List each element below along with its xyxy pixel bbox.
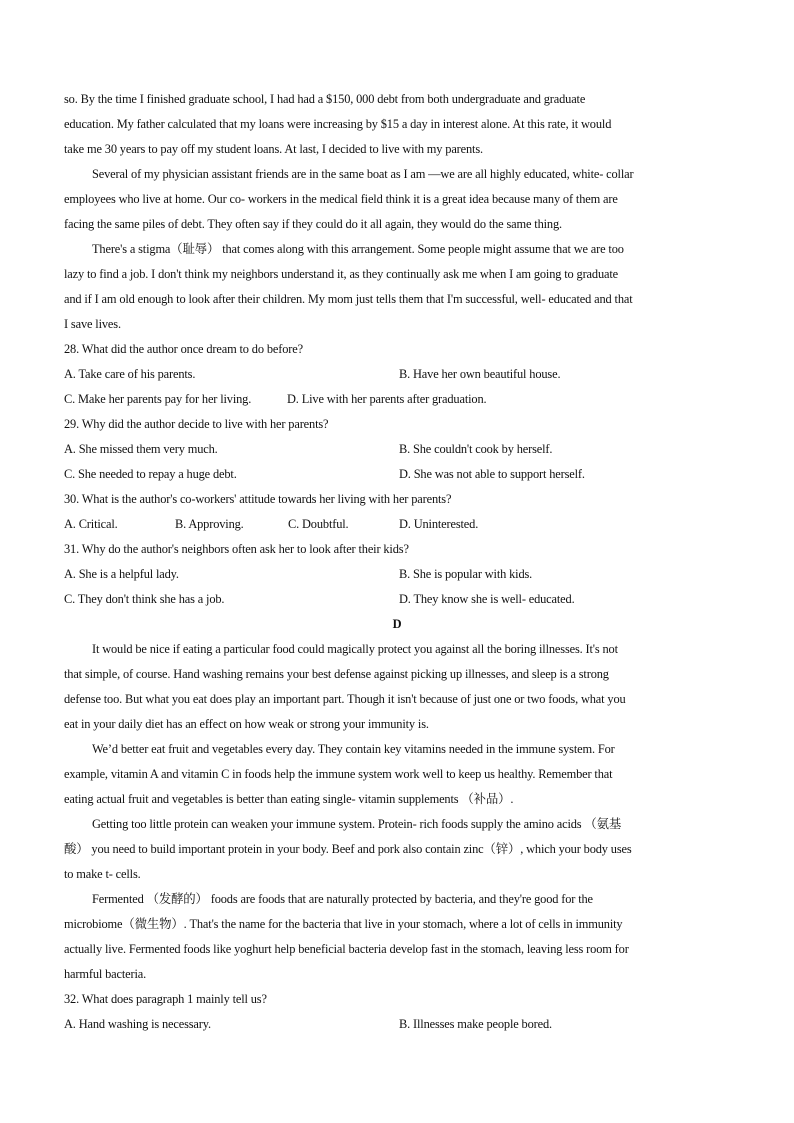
question-stem: 28. What did the author once dream to do before? xyxy=(64,342,303,356)
answer-option: B. Approving. xyxy=(175,517,244,531)
passage-line: We’d better eat fruit and vegetables every day. They contain key vitamins needed in the immune system. For xyxy=(92,742,615,756)
question-stem: 31. Why do the author's neighbors often ask her to look after their kids? xyxy=(64,542,409,556)
answer-option: D. She was not able to support herself. xyxy=(399,467,585,481)
answer-option: A. She is a helpful lady. xyxy=(64,567,179,581)
answer-option: D. Uninterested. xyxy=(399,517,479,531)
passage-line: that simple, of course. Hand washing remains your best defense against picking up illnesses, and sleep is a strong xyxy=(64,667,609,681)
question-stem: 30. What is the author's co-workers' attitude towards her living with her parents? xyxy=(64,492,452,506)
passage-line: and if I am old enough to look after their children. My mom just tells them that I'm successful, well- educated and that xyxy=(64,292,633,306)
passage-line: example, vitamin A and vitamin C in foods help the immune system work well to keep us healthy. Remember that xyxy=(64,767,613,781)
answer-option: D. Live with her parents after graduation. xyxy=(287,392,487,406)
passage-line: microbiome（微生物）. That's the name for the bacteria that live in your stomach, where a lot of cells in immunity xyxy=(64,917,623,931)
answer-option: B. Illnesses make people bored. xyxy=(399,1017,552,1031)
passage-line: Fermented （发酵的） foods are foods that are naturally protected by bacteria, and they're good for the xyxy=(92,892,593,906)
passage-line: 酸） you need to build important protein in your body. Beef and pork also contain zinc（锌）, which your body uses xyxy=(64,842,632,856)
passage-line: I save lives. xyxy=(64,317,121,331)
answer-option: C. Doubtful. xyxy=(288,517,349,531)
question-stem: 29. Why did the author decide to live with her parents? xyxy=(64,417,329,431)
question-stem: 32. What does paragraph 1 mainly tell us? xyxy=(64,992,267,1006)
passage-line: education. My father calculated that my loans were increasing by $15 a day in interest alone. At this rate, it would xyxy=(64,117,612,131)
answer-option: D. They know she is well- educated. xyxy=(399,592,575,606)
passage-line: take me 30 years to pay off my student loans. At last, I decided to live with my parents. xyxy=(64,142,483,156)
passage-line: defense too. But what you eat does play an important part. Though it isn't because of just one or two foods, what you xyxy=(64,692,626,706)
answer-option: B. She is popular with kids. xyxy=(399,567,533,581)
passage-line: employees who live at home. Our co- workers in the medical field think it is a great idea because many of them are xyxy=(64,192,618,206)
answer-option: A. Critical. xyxy=(64,517,118,531)
answer-option: A. Hand washing is necessary. xyxy=(64,1017,211,1031)
answer-option: A. Take care of his parents. xyxy=(64,367,196,381)
passage-line: harmful bacteria. xyxy=(64,967,147,981)
passage-line: facing the same piles of debt. They often say if they could do it all again, they would do the same thing. xyxy=(64,217,562,231)
answer-option: B. She couldn't cook by herself. xyxy=(399,442,553,456)
passage-line: There's a stigma（耻辱） that comes along with this arrangement. Some people might assume that we are too xyxy=(92,242,624,256)
passage-line: to make t- cells. xyxy=(64,867,141,881)
answer-option: A. She missed them very much. xyxy=(64,442,218,456)
passage-line: It would be nice if eating a particular food could magically protect you against all the boring illnesses. It's not xyxy=(92,642,618,656)
passage-line: Getting too little protein can weaken your immune system. Protein- rich foods supply the amino acids （氨基 xyxy=(92,817,622,831)
passage-line: eat in your daily diet has an effect on how weak or strong your immunity is. xyxy=(64,717,429,731)
passage-line: lazy to find a job. I don't think my neighbors understand it, as they continually ask me when I am going to graduate xyxy=(64,267,618,281)
passage-line: Several of my physician assistant friends are in the same boat as I am —we are all highly educated, white- collar xyxy=(92,167,634,181)
answer-option: B. Have her own beautiful house. xyxy=(399,367,561,381)
answer-option: C. Make her parents pay for her living. xyxy=(64,392,252,406)
answer-option: C. They don't think she has a job. xyxy=(64,592,225,606)
passage-line: eating actual fruit and vegetables is better than eating single- vitamin supplements （补品）. xyxy=(64,792,514,806)
passage-line: actually live. Fermented foods like yoghurt help beneficial bacteria develop fast in the stomach, leaving less room for xyxy=(64,942,629,956)
answer-option: C. She needed to repay a huge debt. xyxy=(64,467,237,481)
section-heading: D xyxy=(392,617,402,631)
passage-line: so. By the time I finished graduate school, I had had a $150, 000 debt from both undergraduate and graduate xyxy=(64,92,586,106)
